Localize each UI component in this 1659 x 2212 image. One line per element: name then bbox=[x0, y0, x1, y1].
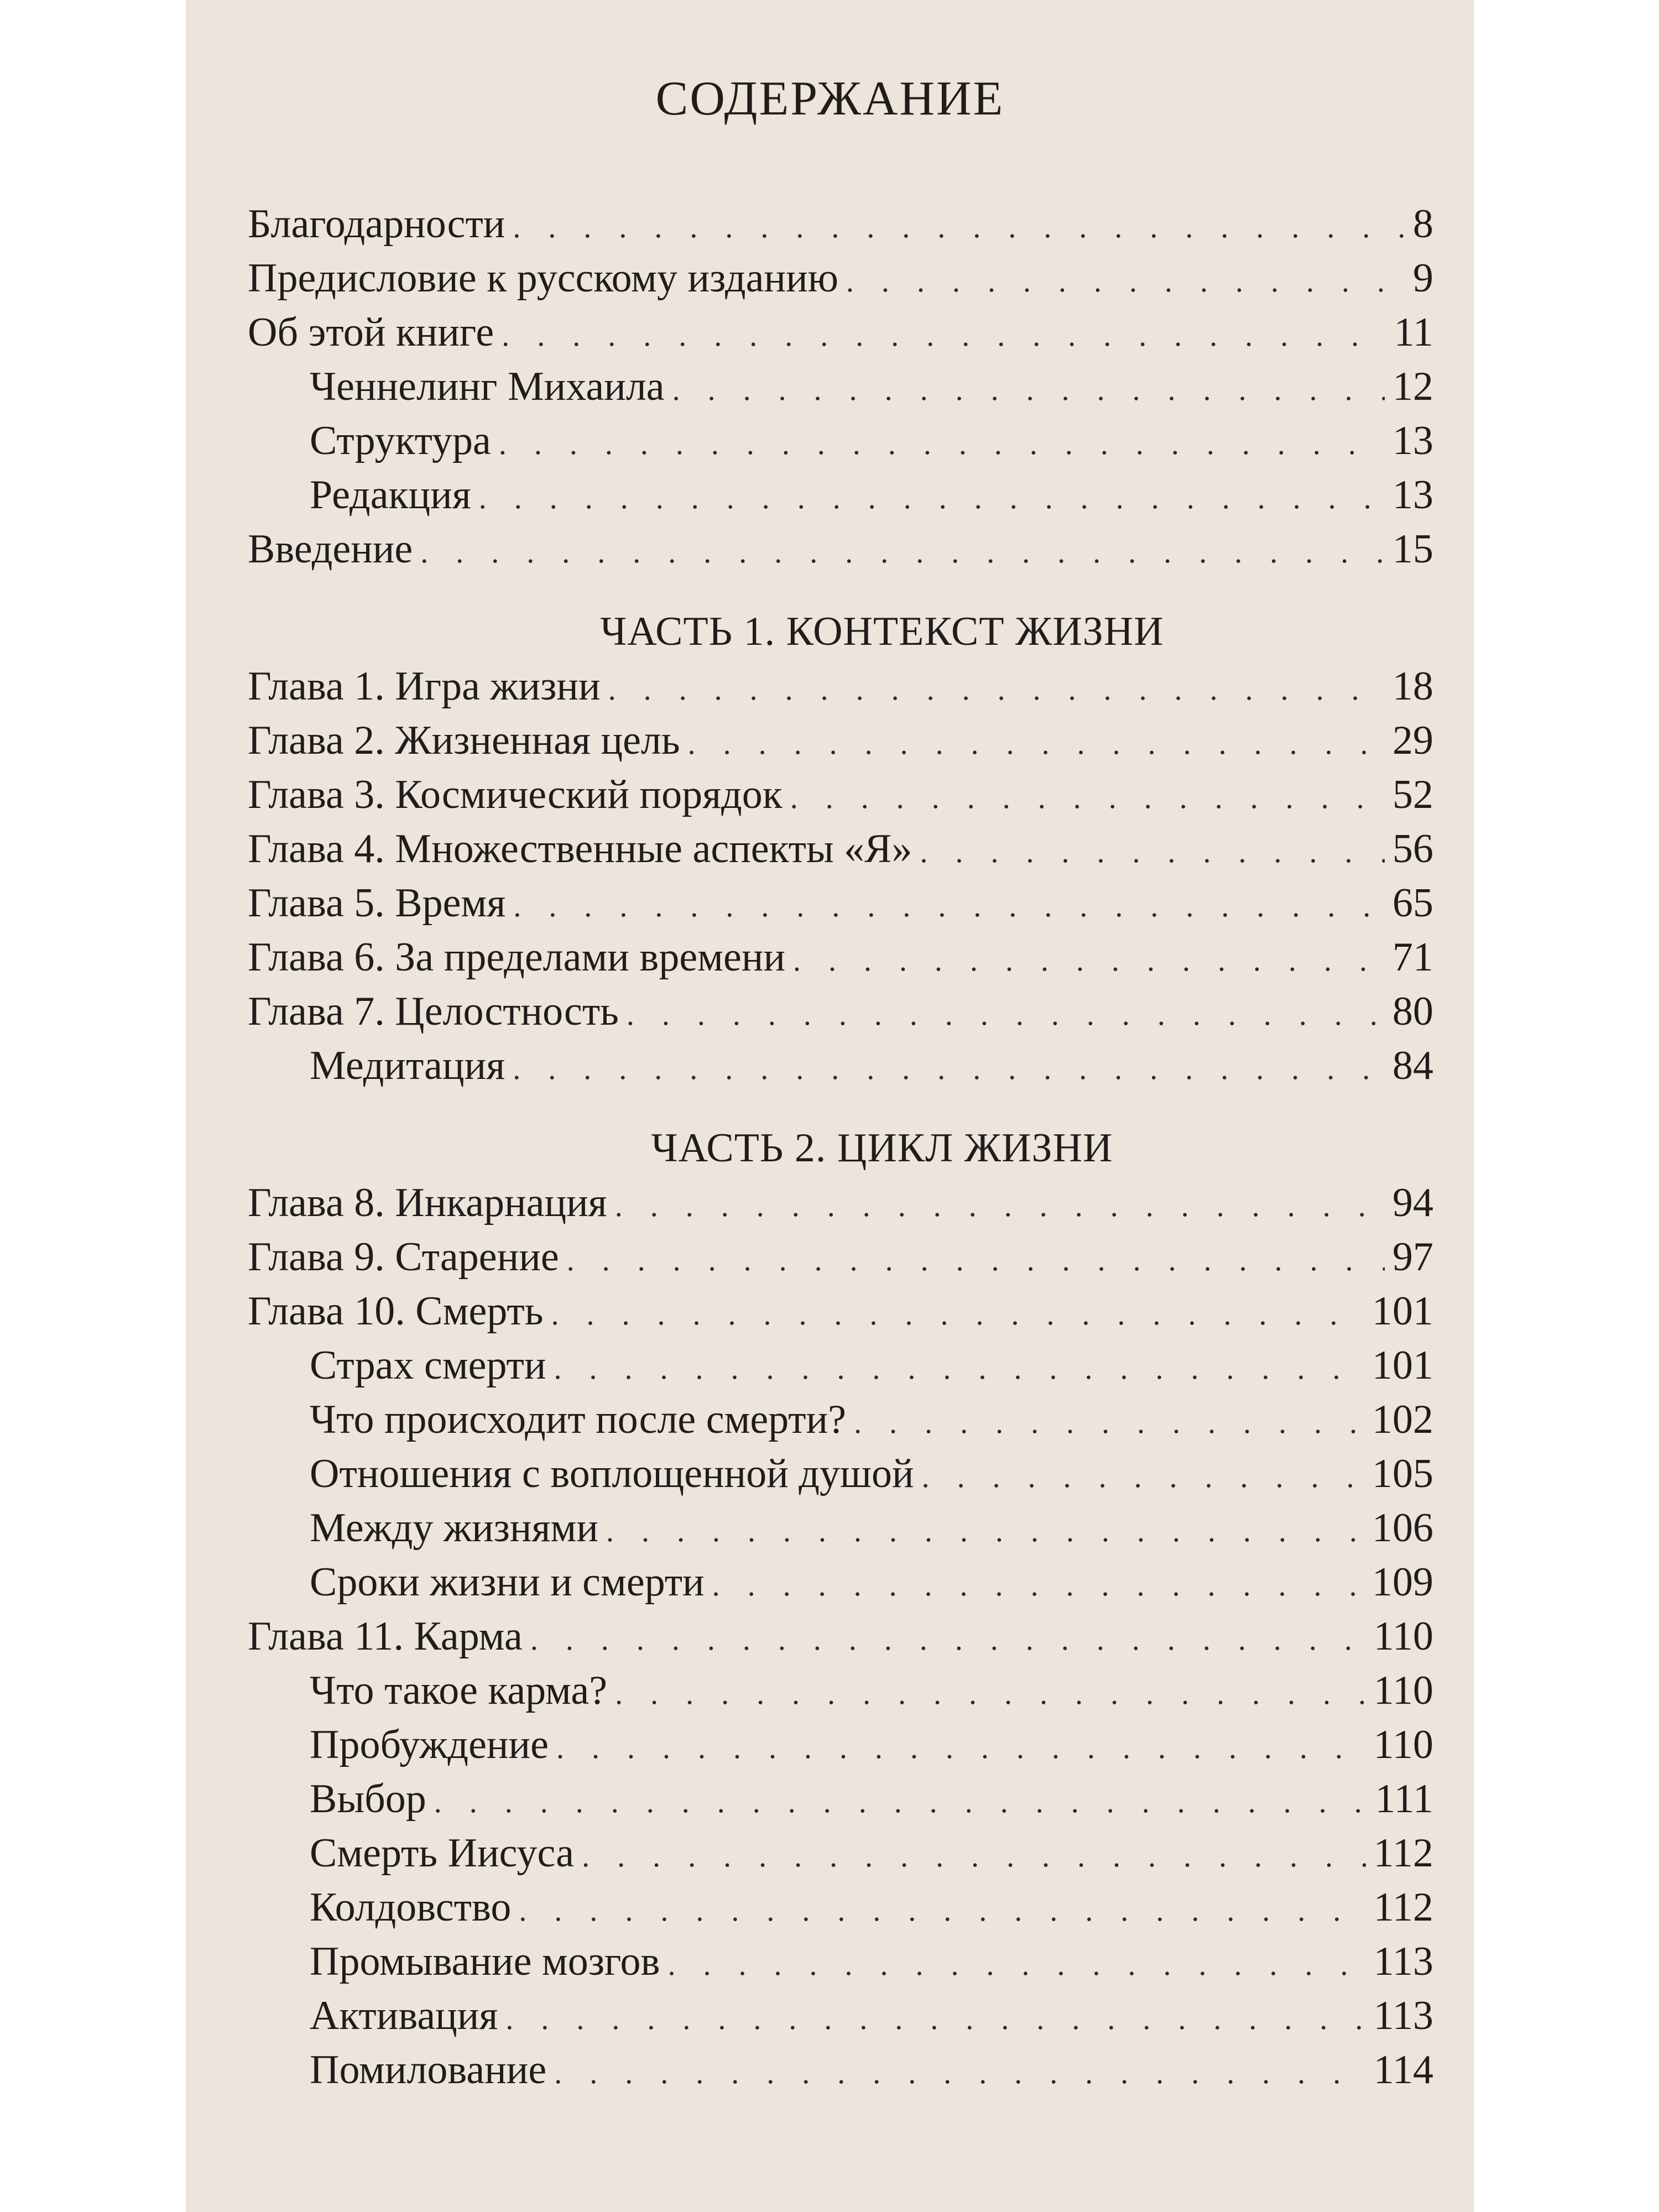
page-number: 113 bbox=[1373, 1939, 1433, 1984]
page-number: 29 bbox=[1392, 718, 1433, 763]
entry-title: Медитация bbox=[310, 1043, 505, 1088]
dot-leader bbox=[793, 933, 1385, 988]
dot-leader bbox=[434, 1775, 1368, 1829]
dot-leader bbox=[606, 1504, 1364, 1558]
entry-title: Глава 4. Множественные аспекты «Я» bbox=[248, 826, 912, 872]
dot-leader bbox=[556, 1721, 1366, 1775]
page-number: 101 bbox=[1372, 1288, 1433, 1334]
entry-title: Отношения с воплощенной душой bbox=[310, 1451, 914, 1496]
entry-title: Структура bbox=[310, 418, 491, 463]
page-number: 84 bbox=[1392, 1043, 1433, 1088]
dot-leader bbox=[582, 1829, 1366, 1884]
entry-title: Введение bbox=[248, 526, 413, 572]
toc-subentry bbox=[248, 1338, 1433, 1392]
page-number: 109 bbox=[1372, 1559, 1433, 1605]
toc-subentry bbox=[248, 1663, 1433, 1718]
toc-entry bbox=[248, 251, 1433, 305]
toc-entry bbox=[248, 659, 1433, 713]
dot-leader bbox=[854, 1396, 1364, 1450]
entry-title: Об этой книге bbox=[248, 310, 494, 355]
entry-title: Ченнелинг Михаила bbox=[310, 364, 665, 409]
dot-leader bbox=[567, 1233, 1385, 1287]
page-number: 102 bbox=[1372, 1397, 1433, 1442]
part-1-heading: ЧАСТЬ 1. КОНТЕКСТ ЖИЗНИ bbox=[600, 609, 1164, 654]
entry-title: Редакция bbox=[310, 472, 471, 518]
entry-title: Активация bbox=[310, 1993, 498, 2038]
toc-subentry bbox=[248, 2043, 1433, 2097]
page-number: 15 bbox=[1392, 526, 1433, 572]
toc-subentry bbox=[248, 359, 1433, 414]
entry-title: Пробуждение bbox=[310, 1722, 549, 1767]
page-number: 97 bbox=[1392, 1234, 1433, 1280]
dot-leader bbox=[513, 200, 1405, 254]
page-number: 13 bbox=[1392, 472, 1433, 518]
entry-title: Колдовство bbox=[310, 1885, 512, 1930]
toc-subentry bbox=[248, 1989, 1433, 2043]
page-number: 114 bbox=[1373, 2047, 1433, 2093]
dot-leader bbox=[712, 1558, 1364, 1613]
page-number: 11 bbox=[1394, 310, 1433, 355]
page-number: 12 bbox=[1392, 364, 1433, 409]
entry-title: Глава 8. Инкарнация bbox=[248, 1180, 607, 1225]
dot-leader bbox=[846, 254, 1405, 309]
page-number: 105 bbox=[1372, 1451, 1433, 1496]
page-number: 94 bbox=[1392, 1180, 1433, 1225]
entry-title: Помилование bbox=[310, 2047, 547, 2093]
entry-title: Глава 7. Целостность bbox=[248, 989, 619, 1034]
page-number: 101 bbox=[1372, 1343, 1433, 1388]
toc-subentry bbox=[248, 1934, 1433, 1989]
dot-leader bbox=[920, 825, 1385, 879]
entry-title: Сроки жизни и смерти bbox=[310, 1559, 705, 1605]
page-number: 106 bbox=[1372, 1505, 1433, 1551]
dot-leader bbox=[688, 717, 1385, 771]
dot-leader bbox=[530, 1613, 1366, 1667]
dot-leader bbox=[554, 2046, 1365, 2100]
dot-leader bbox=[627, 988, 1385, 1042]
entry-title: Глава 10. Смерть bbox=[248, 1288, 544, 1334]
toc-subentry bbox=[248, 1826, 1433, 1880]
entry-title: Промывание мозгов bbox=[310, 1939, 660, 1984]
page-number: 80 bbox=[1392, 989, 1433, 1034]
part-2-heading: ЧАСТЬ 2. ЦИКЛ ЖИЗНИ bbox=[651, 1125, 1113, 1171]
toc-subentry bbox=[248, 1718, 1433, 1772]
entry-title: Глава 11. Карма bbox=[248, 1614, 523, 1659]
page-number: 110 bbox=[1373, 1722, 1433, 1767]
book-page bbox=[186, 0, 1474, 2212]
page-number: 113 bbox=[1373, 1993, 1433, 2038]
part-1-list bbox=[248, 659, 1433, 1093]
dot-leader bbox=[554, 1342, 1364, 1396]
entry-title: Глава 2. Жизненная цель bbox=[248, 718, 680, 763]
dot-leader bbox=[551, 1287, 1364, 1342]
dot-leader bbox=[608, 662, 1385, 717]
entry-title: Предисловие к русскому изданию bbox=[248, 255, 838, 301]
page-number: 18 bbox=[1392, 664, 1433, 709]
page-number: 112 bbox=[1373, 1885, 1433, 1930]
toc-entry bbox=[248, 522, 1433, 576]
entry-title: Страх смерти bbox=[310, 1343, 546, 1388]
page-number: 9 bbox=[1413, 255, 1433, 301]
dot-leader bbox=[615, 1667, 1366, 1721]
dot-leader bbox=[519, 1884, 1365, 1938]
page-number: 56 bbox=[1392, 826, 1433, 872]
page-number: 65 bbox=[1392, 880, 1433, 926]
dot-leader bbox=[922, 1450, 1364, 1504]
dot-leader bbox=[502, 309, 1386, 363]
part-2-list bbox=[248, 1176, 1433, 2097]
dot-leader bbox=[615, 1179, 1385, 1233]
entry-title: Глава 5. Время bbox=[248, 880, 506, 926]
toc-subentry bbox=[248, 1501, 1433, 1555]
entry-title: Между жизнями bbox=[310, 1505, 598, 1551]
entry-title: Глава 1. Игра жизни bbox=[248, 664, 601, 709]
toc-entry bbox=[248, 1284, 1433, 1338]
dot-leader bbox=[672, 363, 1385, 417]
toc-entry bbox=[248, 1176, 1433, 1230]
dot-leader bbox=[790, 771, 1385, 825]
page-number: 110 bbox=[1373, 1614, 1433, 1659]
toc-subentry bbox=[248, 414, 1433, 468]
toc-subentry bbox=[248, 1772, 1433, 1826]
toc-entry bbox=[248, 1609, 1433, 1663]
toc-entry bbox=[248, 822, 1433, 876]
toc-entry bbox=[248, 1230, 1433, 1284]
toc-entry bbox=[248, 876, 1433, 930]
dot-leader bbox=[513, 879, 1385, 933]
page-number: 71 bbox=[1392, 935, 1433, 980]
entry-title: Глава 9. Старение bbox=[248, 1234, 559, 1280]
dot-leader bbox=[505, 1992, 1365, 2046]
entry-title: Что такое карма? bbox=[310, 1668, 608, 1713]
page-number: 52 bbox=[1392, 772, 1433, 817]
entry-title: Глава 3. Космический порядок bbox=[248, 772, 782, 817]
page-title: СОДЕРЖАНИЕ bbox=[655, 72, 1005, 126]
toc-subentry bbox=[248, 1392, 1433, 1447]
entry-title: Глава 6. За пределами времени bbox=[248, 935, 786, 980]
page-number: 112 bbox=[1373, 1830, 1433, 1876]
page-number: 110 bbox=[1373, 1668, 1433, 1713]
dot-leader bbox=[499, 417, 1385, 471]
toc-entry bbox=[248, 305, 1433, 359]
toc-subentry bbox=[248, 468, 1433, 522]
entry-title: Благодарности bbox=[248, 201, 505, 247]
table-of-contents bbox=[248, 197, 1433, 2097]
entry-title: Что происходит после смерти? bbox=[310, 1397, 847, 1442]
toc-entry bbox=[248, 768, 1433, 822]
dot-leader bbox=[479, 471, 1385, 525]
toc-subentry bbox=[248, 1555, 1433, 1609]
page-number: 111 bbox=[1375, 1776, 1433, 1822]
toc-entry bbox=[248, 197, 1433, 251]
entry-title: Смерть Иисуса bbox=[310, 1830, 575, 1876]
toc-entry bbox=[248, 713, 1433, 768]
page-number: 8 bbox=[1413, 201, 1433, 247]
toc-subentry bbox=[248, 1447, 1433, 1501]
dot-leader bbox=[420, 525, 1385, 580]
front-matter-list bbox=[248, 197, 1433, 576]
dot-leader bbox=[667, 1938, 1365, 1992]
toc-entry bbox=[248, 984, 1433, 1039]
page-number: 13 bbox=[1392, 418, 1433, 463]
toc-subentry bbox=[248, 1880, 1433, 1934]
entry-title: Выбор bbox=[310, 1776, 426, 1822]
dot-leader bbox=[513, 1042, 1385, 1096]
toc-subentry bbox=[248, 1039, 1433, 1093]
toc-entry bbox=[248, 930, 1433, 984]
